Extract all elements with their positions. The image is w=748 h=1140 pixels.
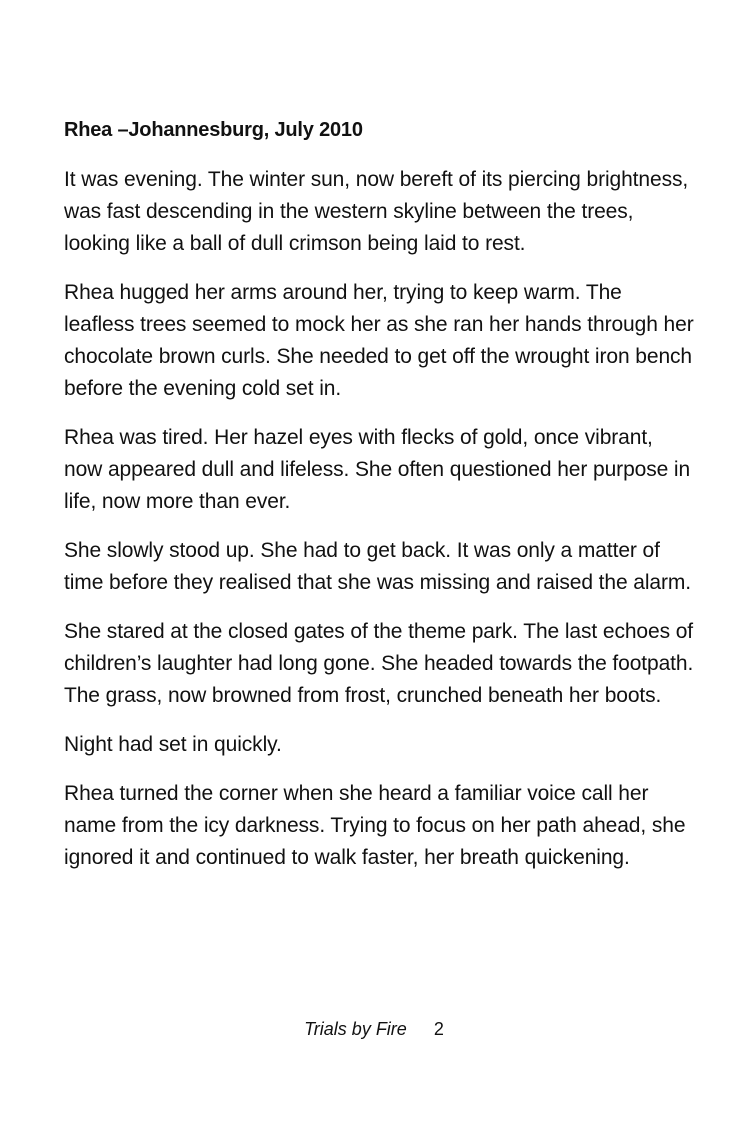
footer-book-title: Trials by Fire [304,1019,407,1039]
chapter-heading: Rhea –Johannesburg, July 2010 [64,119,363,141]
page-body [64,116,694,891]
page-footer [0,1016,748,1042]
paragraph-6: Night had set in quickly. [64,733,282,756]
paragraph-3: Rhea was tired. Her hazel eyes with flecks of gold, once vibrant, now appeared dull and lifeless. She often questioned her purpose in life, now more than ever. [64,426,691,513]
paragraph-1: It was evening. The winter sun, now bereft of its piercing brightness, was fast descending in the western skyline between the trees, looking like a ball of dull crimson being laid to rest. [64,168,689,255]
paragraph-2: Rhea hugged her arms around her, trying to keep warm. The leafless trees seemed to mock her as she ran her hands through her chocolate brown curls. She needed to get off the wrought iron bench before the evening cold set in. [64,281,694,400]
paragraph-5: She stared at the closed gates of the theme park. The last echoes of children’s laughter had long gone. She headed towards the footpath. The grass, now browned from frost, crunched beneath her boots. [64,620,694,707]
footer-page-number: 2 [433,1019,444,1039]
paragraph-4: She slowly stood up. She had to get back. It was only a matter of time before they realised that she was missing and raised the alarm. [64,539,692,594]
paragraph-7: Rhea turned the corner when she heard a familiar voice call her name from the icy darkness. Trying to focus on her path ahead, she ignored it and continued to walk faster, her breath quickening. [64,782,686,869]
